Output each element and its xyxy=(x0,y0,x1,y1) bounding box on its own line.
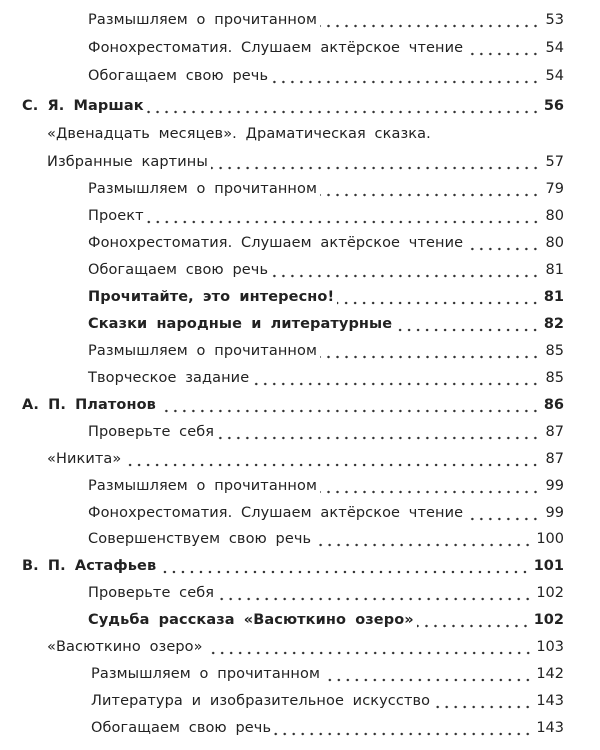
toc-author-entry[interactable] xyxy=(22,388,564,414)
toc-entry-page: 54 xyxy=(545,40,564,56)
toc-entry-page: 143 xyxy=(536,720,564,736)
toc-entry-page: 85 xyxy=(545,370,564,386)
dot-leader xyxy=(252,369,540,387)
toc-author-name: В. П. Астафьев xyxy=(22,558,157,574)
toc-entry-title: Проект xyxy=(88,208,144,224)
toc-author-name: А. П. Платонов xyxy=(22,397,156,413)
toc-entry[interactable] xyxy=(47,630,564,656)
toc-entry-title: Литература и изобразительное искусство xyxy=(91,693,431,709)
dot-leader xyxy=(466,234,540,252)
toc-section-entry[interactable] xyxy=(88,307,564,333)
toc-entry-page: 102 xyxy=(536,585,564,601)
toc-entry-title: «Васюткино озеро» xyxy=(47,639,203,655)
toc-entry[interactable] xyxy=(88,361,564,387)
dot-leader xyxy=(206,638,533,656)
toc-entry-title: Совершенствуем свою речь xyxy=(88,531,312,547)
dot-leader xyxy=(320,342,540,360)
dot-leader xyxy=(124,450,540,468)
toc-entry-page: 101 xyxy=(533,558,564,574)
dot-leader xyxy=(395,315,540,333)
toc-entry-page: 103 xyxy=(536,639,564,655)
toc-entry[interactable] xyxy=(47,117,564,143)
dot-leader xyxy=(417,611,530,629)
dot-leader xyxy=(323,665,532,683)
toc-entry-title: Обогащаем свою речь xyxy=(91,720,272,736)
toc-entry[interactable] xyxy=(47,145,564,171)
dot-leader xyxy=(274,719,532,737)
toc-entry-title: Избранные картины xyxy=(47,154,208,170)
toc-entry-page: 53 xyxy=(545,12,564,28)
toc-entry-title: Фонохрестоматия. Слушаем актёрское чтение xyxy=(88,40,464,56)
toc-entry-page: 54 xyxy=(545,68,564,84)
dot-leader xyxy=(337,288,540,306)
toc-entry[interactable] xyxy=(88,199,564,225)
toc-author-entry[interactable] xyxy=(22,89,564,115)
toc-entry[interactable] xyxy=(88,253,564,279)
toc-entry[interactable] xyxy=(88,415,564,441)
toc-section-entry[interactable] xyxy=(88,603,564,629)
dot-leader xyxy=(159,396,540,414)
toc-entry-page: 85 xyxy=(545,343,564,359)
toc-entry-page: 102 xyxy=(533,612,564,628)
dot-leader xyxy=(217,584,532,602)
dot-leader xyxy=(433,692,532,710)
toc-entry-title: Проверьте себя xyxy=(88,424,215,440)
toc-entry-title: Размышляем о прочитанном xyxy=(88,12,317,28)
toc-entry-page: 79 xyxy=(545,181,564,197)
toc-entry-title: Размышляем о прочитанном xyxy=(88,343,317,359)
toc-entry-page: 80 xyxy=(545,208,564,224)
toc-entry[interactable] xyxy=(88,522,564,548)
toc-entry-page: 99 xyxy=(545,478,564,494)
toc-entry-title: Судьба рассказа «Васюткино озеро» xyxy=(88,612,414,628)
toc-entry-title: Размышляем о прочитанном xyxy=(88,181,317,197)
toc-entry-page: 143 xyxy=(536,693,564,709)
dot-leader xyxy=(271,67,540,85)
toc-entry-title: Обогащаем свою речь xyxy=(88,68,269,84)
toc-entry-title: «Двенадцать месяцев». Драматическая сказка. xyxy=(47,126,431,142)
toc-entry-title: Прочитайте, это интересно! xyxy=(88,289,335,305)
dot-leader xyxy=(159,557,529,575)
toc-entry-page: 87 xyxy=(545,451,564,467)
toc-entry-title: Обогащаем свою речь xyxy=(88,262,269,278)
dot-leader xyxy=(320,477,540,495)
toc-entry[interactable] xyxy=(88,226,564,252)
toc-entry-title: Размышляем о прочитанном xyxy=(91,666,320,682)
dot-leader xyxy=(320,11,540,29)
toc-entry-page: 82 xyxy=(543,316,564,332)
toc-entry[interactable] xyxy=(88,172,564,198)
toc-entry[interactable] xyxy=(47,442,564,468)
toc-entry[interactable] xyxy=(88,3,564,29)
toc-entry-title: Сказки народные и литературные xyxy=(88,316,393,332)
toc-entry-page: 81 xyxy=(545,262,564,278)
dot-leader xyxy=(320,180,540,198)
dot-leader xyxy=(217,423,540,441)
dot-leader xyxy=(211,153,540,171)
toc-entry-title: Проверьте себя xyxy=(88,585,215,601)
toc-author-name: С. Я. Маршак xyxy=(22,98,144,114)
toc-entry[interactable] xyxy=(88,469,564,495)
toc-entry-title: Фонохрестоматия. Слушаем актёрское чтение xyxy=(88,235,464,251)
toc-entry-page: 87 xyxy=(545,424,564,440)
toc-entry[interactable] xyxy=(88,334,564,360)
toc-entry-page: 57 xyxy=(545,154,564,170)
toc-entry-page: 99 xyxy=(545,505,564,521)
dot-leader xyxy=(314,530,532,548)
toc-entry[interactable] xyxy=(91,657,564,683)
toc-entry-page: 56 xyxy=(543,98,564,114)
dot-leader xyxy=(147,207,540,225)
dot-leader xyxy=(466,39,540,57)
toc-entry-page: 100 xyxy=(536,531,564,547)
toc-entry-page: 142 xyxy=(536,666,564,682)
toc-entry-page: 80 xyxy=(545,235,564,251)
toc-entry-page: 81 xyxy=(543,289,564,305)
dot-leader xyxy=(271,261,540,279)
toc-entry[interactable] xyxy=(91,684,564,710)
toc-entry[interactable] xyxy=(88,31,564,57)
toc-entry-title: Размышляем о прочитанном xyxy=(88,478,317,494)
toc-entry[interactable] xyxy=(88,576,564,602)
toc-entry-title: Фонохрестоматия. Слушаем актёрское чтение xyxy=(88,505,464,521)
toc-section-entry[interactable] xyxy=(88,280,564,306)
toc-entry-title: «Никита» xyxy=(47,451,122,467)
toc-entry-page: 86 xyxy=(543,397,564,413)
dot-leader xyxy=(147,97,540,115)
toc-entry[interactable] xyxy=(88,59,564,85)
dot-leader xyxy=(466,504,540,522)
toc-author-entry[interactable] xyxy=(22,549,564,575)
toc-entry-title: Творческое задание xyxy=(88,370,250,386)
toc-entry[interactable] xyxy=(91,711,564,737)
toc-entry[interactable] xyxy=(88,496,564,522)
